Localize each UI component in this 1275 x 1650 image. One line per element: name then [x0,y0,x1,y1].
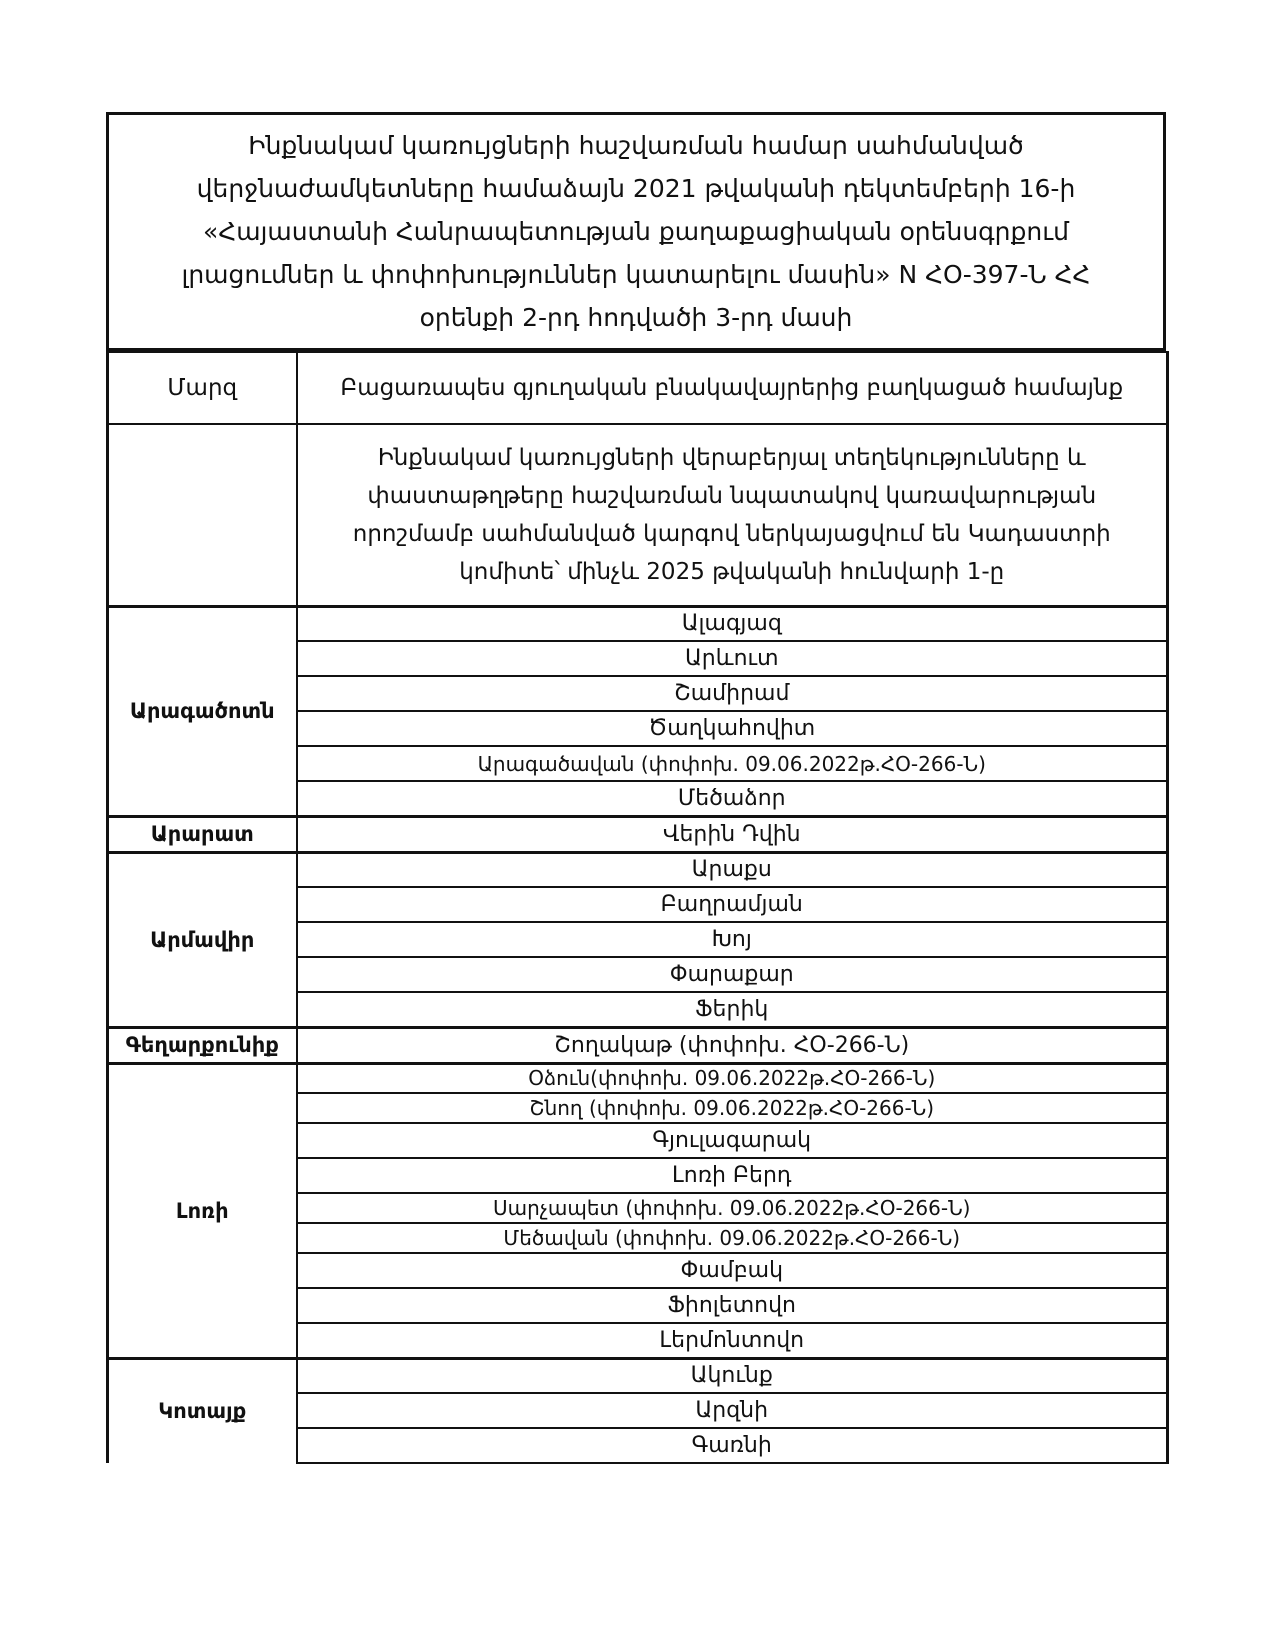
header-line: վերջնաժամկետները համաձայն 2021 թվականի դեկտեմբերի 16-ի [196,174,1076,203]
community-name: Ֆիոլետովո [297,1288,1168,1323]
column-header-marz: Մարզ [108,352,297,424]
column-header-community: Բացառապես գյուղական բնակավայրերից բաղկացած համայնք [297,352,1168,424]
community-name: Ալագյազ [297,606,1168,641]
community-name: Գառնի [297,1428,1168,1463]
document-header [106,112,1166,351]
community-name: Փարաքար [297,957,1168,992]
note-line: փաստաթղթերը հաշվառման նպատակով կառավարության [367,482,1097,509]
table-row [108,606,1168,641]
table-row [108,1063,1168,1093]
document-frame [106,112,1166,1464]
header-line: «Հայաստանի Հանրապետության քաղաքացիական օրենսգրքում [203,217,1069,246]
community-name: Շողակաթ (փոփոխ. ՀՕ-266-Ն) [297,1027,1168,1063]
community-name: Փամբակ [297,1253,1168,1288]
community-name: Ֆերիկ [297,992,1168,1027]
note-line: որոշմամբ սահմանված կարգով ներկայացվում են Կադաստրի [352,520,1111,547]
header-line: օրենքի 2-րդ հոդվածի 3-րդ մասի [419,303,853,332]
community-name: Ակունք [297,1358,1168,1393]
community-name: Լոռի Բերդ [297,1158,1168,1193]
region-name: Կոտայք [108,1358,297,1463]
community-name: Արզնի [297,1393,1168,1428]
community-name: Մեծաձոր [297,781,1168,816]
community-name: Ծաղկահովիտ [297,711,1168,746]
community-name: Լերմոնտովո [297,1323,1168,1358]
community-name: Գյուլագարակ [297,1123,1168,1158]
table-row [108,1358,1168,1393]
region-name: Արմավիր [108,852,297,1027]
note-line: Ինքնակամ կառույցների վերաբերյալ տեղեկությունները և [377,444,1086,471]
table-row [108,852,1168,887]
table-row [108,1027,1168,1063]
community-name: Սարչապետ (փոփոխ. 09.06.2022թ.ՀՕ-266-Ն) [297,1193,1168,1223]
community-name: Բաղրամյան [297,887,1168,922]
community-name: Շամիրամ [297,676,1168,711]
empty-cell [108,424,297,606]
header-text [182,124,1091,339]
note-line: կոմիտե՝ մինչև 2025 թվականի հունվարի 1-ը [459,558,1005,585]
community-name: Վերին Դվին [297,816,1168,852]
community-name: Շնող (փոփոխ. 09.06.2022թ.ՀՕ-266-Ն) [297,1093,1168,1123]
table-row [108,816,1168,852]
community-name: Արաքս [297,852,1168,887]
community-name: Արագածավան (փոփոխ. 09.06.2022թ.ՀՕ-266-Ն) [297,746,1168,781]
region-name: Գեղարքունիք [108,1027,297,1063]
community-name: Օձուն(փոփոխ. 09.06.2022թ.ՀՕ-266-Ն) [297,1063,1168,1093]
region-name: Արագածոտն [108,606,297,816]
community-name: Խոյ [297,922,1168,957]
communities-table [106,351,1169,1464]
community-name: Արևուտ [297,641,1168,676]
region-name: Արարատ [108,816,297,852]
header-line: Ինքնակամ կառույցների հաշվառման համար սահմանված [248,131,1024,160]
header-line: լրացումներ և փոփոխություններ կատարելու մասին» N ՀՕ-397-Ն ՀՀ [181,260,1091,289]
community-name: Մեծավան (փոփոխ. 09.06.2022թ.ՀՕ-266-Ն) [297,1223,1168,1253]
region-name: Լոռի [108,1063,297,1358]
deadline-note [297,424,1168,606]
